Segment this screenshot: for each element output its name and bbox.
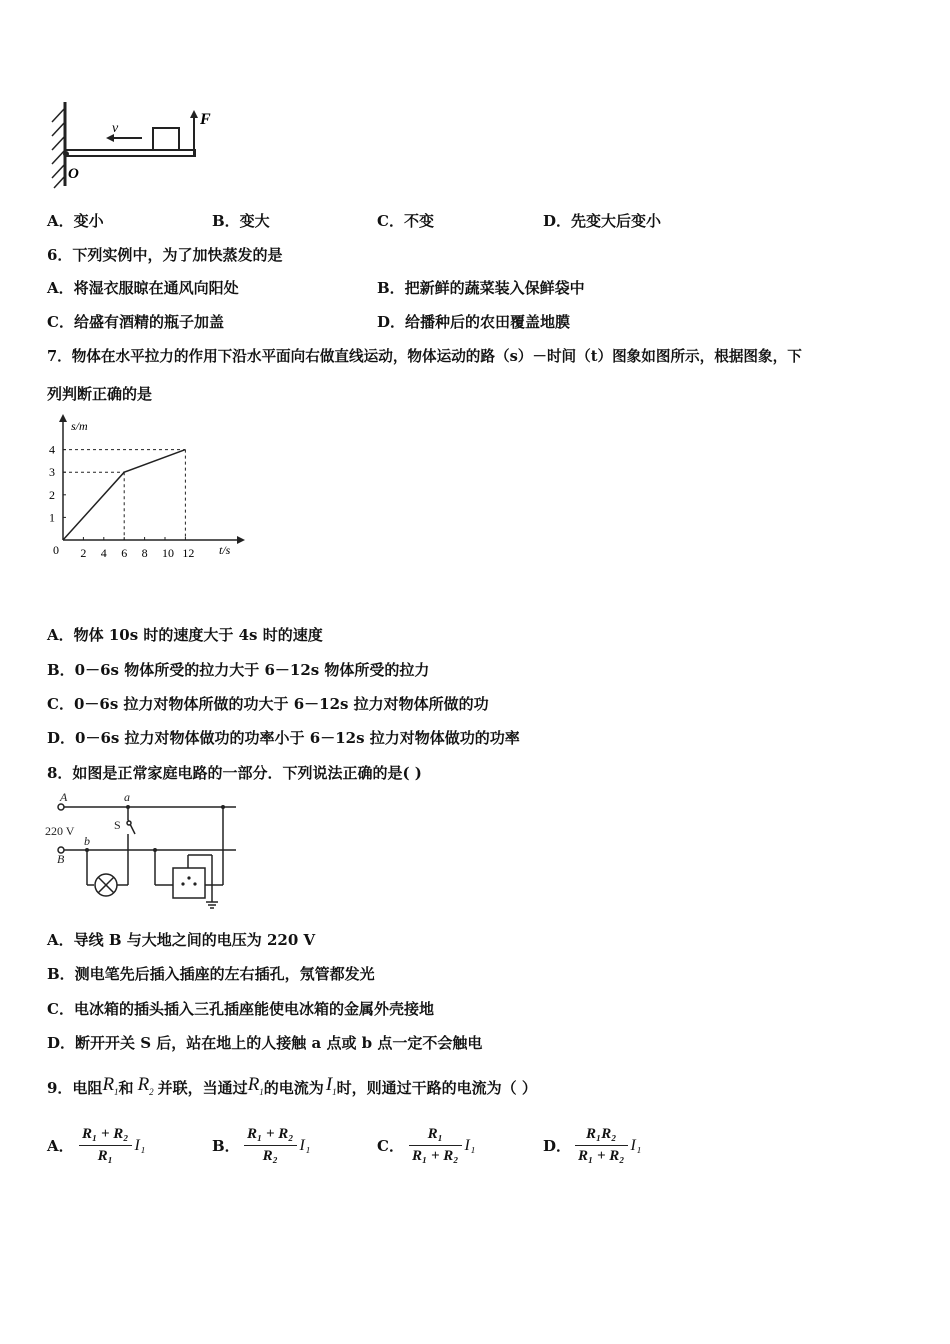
q9-option-d: D． $\frac{\text{R₁R₂}}{\text{R₁ + R₂}}$ I₁ [543,1126,642,1164]
q9-option-c: C． $\frac{\text{R₁}}{\text{R₁ + R₂}}$ I₁ [377,1126,476,1164]
x-axis-label: t/s [219,543,231,557]
x-tick-label: 6 [121,546,128,560]
x-tick-label: 2 [80,546,87,560]
f-label: F [200,111,211,128]
q7-stem-line2: 列判断正确的是 [47,385,153,403]
o-label: O [68,166,79,182]
q9-i1: $I_1$ [325,1073,337,1097]
wall-hatch [52,108,65,188]
socket [173,868,205,898]
q8-option-b: B．测电笔先后插入插座的左右插孔，氖管都发光 [47,965,375,983]
pivot-point [63,151,69,157]
q9-r1b: $R_1$ [247,1073,264,1097]
terminal-a [58,804,64,810]
q5-option-c: C．不变 [377,212,434,230]
x-tick-label: 12 [182,546,195,560]
q8-option-a: A．导线 B 与大地之间的电压为 220 V [47,931,316,949]
x-tick-label: 10 [162,546,174,560]
label-voltage: 220 V [45,824,75,838]
q8-option-c: C．电冰箱的插头插入三孔插座能使电冰箱的金属外壳接地 [47,1000,434,1018]
q8-stem: 8．如图是正常家庭电路的一部分．下列说法正确的是( ) [47,764,422,782]
q7-stem-line1: 7．物体在水平拉力的作用下沿水平面向右做直线运动，物体运动的路（s）－时间（t）图象如图所示，根据图象，下 [47,348,802,365]
y-tick-label: 4 [49,442,55,457]
q6-option-b: B．把新鲜的蔬菜装入保鲜袋中 [377,279,585,297]
q7-option-a: A．物体 10s 时的速度大于 4s 时的速度 [47,626,323,644]
y-axis-label: s/m [71,419,88,433]
block [153,128,179,150]
q9-r2: $R_2$ [137,1073,154,1097]
q6-option-c: C．给盛有酒精的瓶子加盖 [47,313,224,331]
label-S: S [114,818,121,832]
label-a: a [124,790,130,804]
v-label: v [112,121,119,136]
origin-label: 0 [53,543,59,557]
label-B: B [57,852,65,866]
q6-option-d: D．给播种后的农田覆盖地膜 [377,313,571,331]
y-axis-arrow [59,414,67,422]
q9-stem [47,1074,537,1102]
label-A: A [60,790,68,804]
q6-option-a: A．将湿衣服晾在通风向阳处 [47,279,239,297]
q5-option-b: B．变大 [212,212,270,230]
lever-figure [40,98,230,190]
x-axis-arrow [237,536,245,544]
q8-option-d: D．断开开关 S 后，站在地上的人接触 a 点或 b 点一定不会触电 [47,1034,483,1052]
q7-option-c: C．0－6s 拉力对物体所做的功大于 6－12s 拉力对物体所做的功 [47,695,489,713]
q7-option-b: B．0－6s 物体所受的拉力大于 6－12s 物体所受的拉力 [47,661,430,679]
q6-stem: 6．下列实例中，为了加快蒸发的是 [47,246,283,264]
q9-and: 和 [118,1079,134,1097]
q9-prefix: 9．电阻 [47,1079,103,1097]
q9-option-a: A． $\frac{\text{R₁ + R₂}}{\text{R₁}}$ I₁ [47,1126,146,1164]
q9-r1: $R_1$ [102,1073,119,1097]
x-tick-label: 4 [100,546,107,560]
y-tick-label: 3 [49,465,55,480]
y-tick-label: 1 [49,510,55,525]
label-b: b [84,834,90,848]
q9-option-b: B． $\frac{\text{R₁ + R₂}}{\text{R₂}}$ I₁ [212,1126,311,1164]
st-chart [40,412,250,567]
q9-mid: 并联，当通过 [157,1079,248,1097]
q7-option-d: D．0－6s 拉力对物体做功的功率小于 6－12s 拉力对物体做功的功率 [47,729,520,747]
chart-root [49,414,245,560]
q9-mid2: 的电流为 [263,1079,324,1097]
q5-option-a: A．变小 [47,212,104,230]
x-tick-label: 8 [141,546,148,560]
q9-tail: 时，则通过干路的电流为（ ） [336,1079,537,1097]
y-tick-label: 2 [49,487,55,502]
q5-option-d: D．先变大后变小 [543,212,662,230]
circuit-diagram [40,790,250,920]
